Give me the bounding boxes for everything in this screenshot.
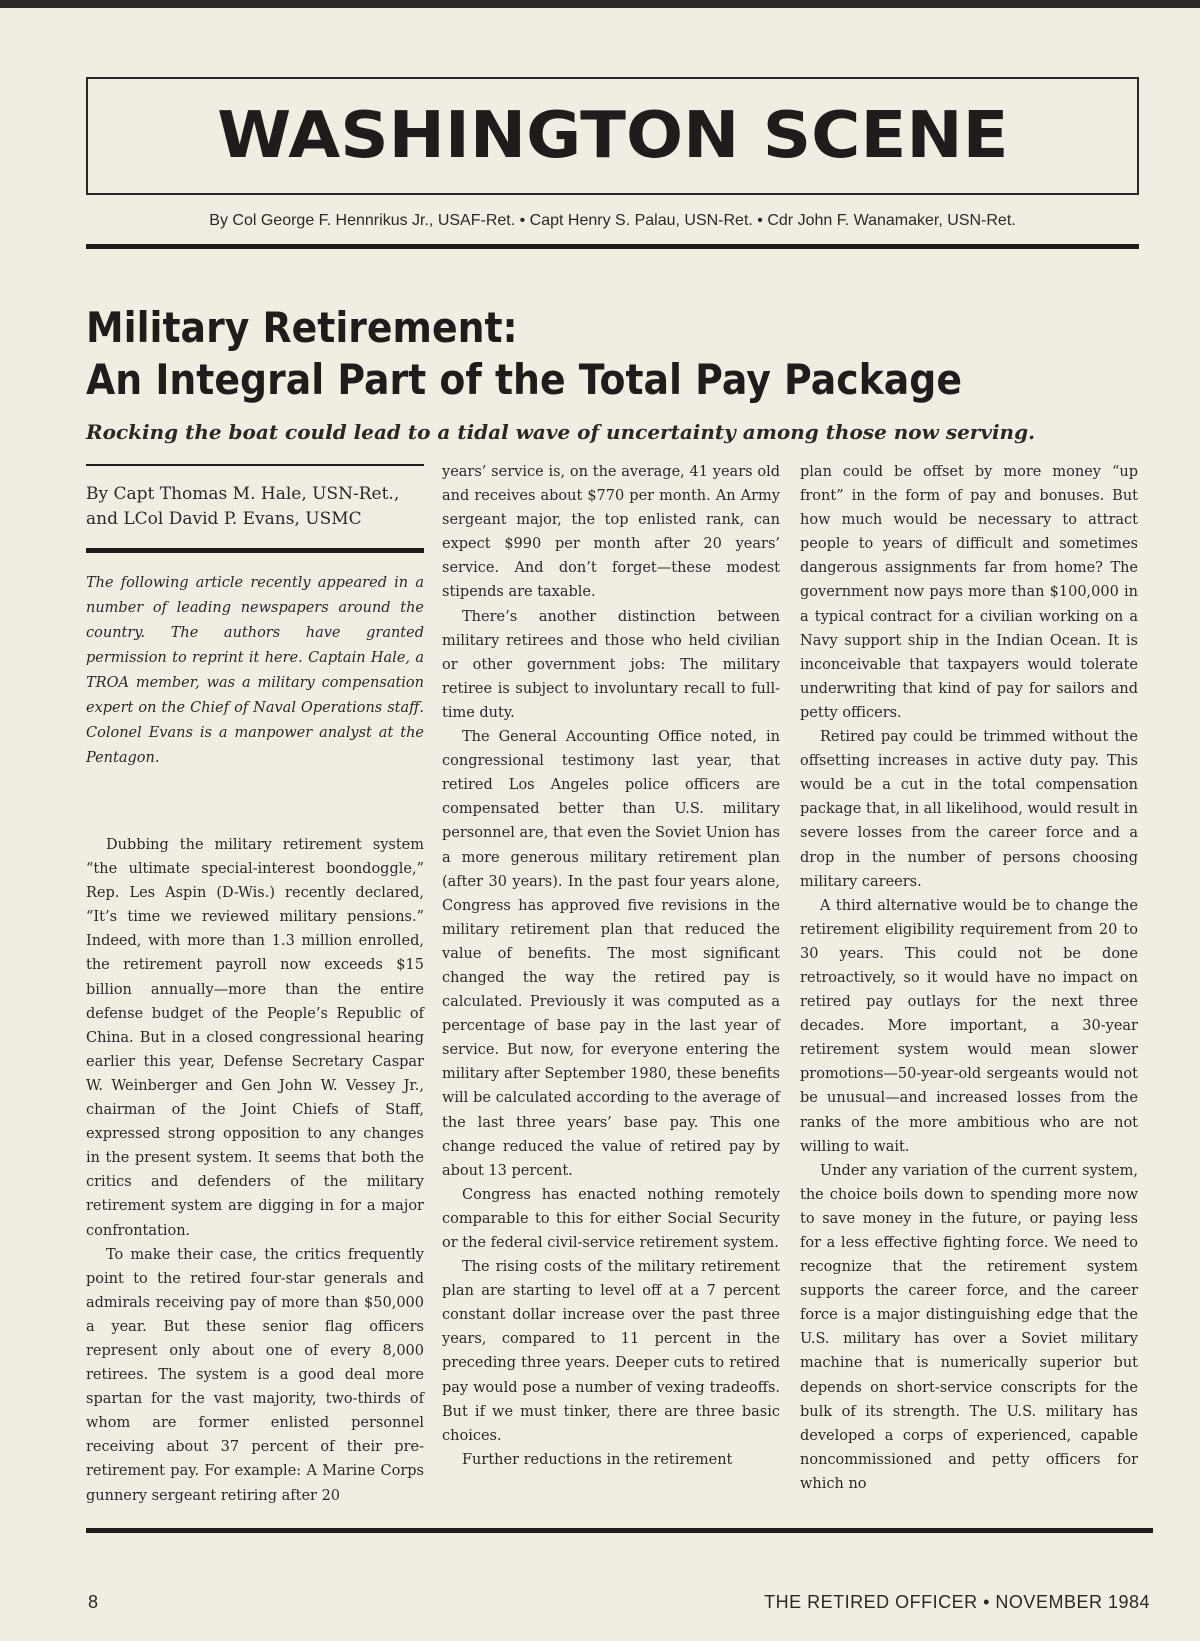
footer-rule bbox=[86, 1528, 1153, 1533]
article-deck: Rocking the boat could lead to a tidal wave of uncertainty among those now serving. bbox=[86, 420, 1036, 444]
masthead-title: WASHINGTON SCENE bbox=[216, 99, 1009, 173]
paragraph: The General Accounting Office noted, in congressional testimony last year, that retired Los Angeles police officers are compensated better than U.S. military personnel are, that even the Soviet Union has a more generous military retirement plan (after 30 years). In the past four years alone, Congress has approved five revisions in the military retirement plan that reduced the value of benefits. The most significant changed the way the retired pay is calculated. Previously it was computed as a percentage of base pay in the last year of service. But now, for everyone entering the military after September 1980, these benefits will be calculated according to the average of the last three years’ base pay. This one change reduced the value of retired pay by about 13 percent. bbox=[442, 729, 780, 1179]
column-1 bbox=[86, 464, 424, 1508]
article-author: By Capt Thomas M. Hale, USN-Ret., and LCol David P. Evans, USMC bbox=[86, 484, 400, 529]
paragraph: years’ service is, on the average, 41 years old and receives about $770 per month. An Army sergeant major, the top enlisted rank, can expect $990 per month after 20 years’ service. And don’t forget—these modest stipends are taxable. bbox=[442, 464, 780, 601]
headline-line-2: An Integral Part of the Total Pay Package bbox=[86, 355, 962, 404]
paragraph: A third alternative would be to change the retirement eligibility requirement from 20 to 30 years. This could not be done retroactively, so it would have no impact on retired pay outlays for the next three decades. More important, a 30-year retirement system would mean slower promotions—50-year-old sergeants would not be unusual—and increased losses from the ranks of the more ambitious who are not willing to wait. bbox=[800, 897, 1138, 1155]
paragraph: To make their case, the critics frequently point to the retired four-star generals and admirals receiving pay of more than $50,000 a year. But these senior flag officers represent only about one of every 8,000 retirees. The system is a good deal more spartan for the vast majority, two-thirds of whom are former enlisted personnel receiving about 37 percent of their pre-retirement pay. For example: A Marine Corps gunnery sergeant retiring after 20 bbox=[86, 1246, 424, 1504]
page-top-edge bbox=[0, 0, 1200, 8]
paragraph: There’s another distinction between military retirees and those who held civilian or other government jobs: The military retiree is subject to involuntary recall to full-time duty. bbox=[442, 608, 780, 721]
paragraph: plan could be offset by more money “up front” in the form of pay and bonuses. But how much would be necessary to attract people to years of difficult and sometimes dangerous assignments far from home? The government now pays more than $100,000 in a typical contract for a civilian working on a Navy support ship in the Indian Ocean. It is inconceivable that taxpayers would tolerate underwriting that kind of pay for sailors and petty officers. bbox=[800, 464, 1138, 721]
paragraph: Under any variation of the current system, the choice boils down to spending more now to save money in the future, or paying less for a less effective fighting force. We need to recognize that the retirement system supports the career force, and the career force is a major distinguishing edge that the U.S. military has over a Soviet military machine that is numerically superior but depends on short-service conscripts for the bulk of its strength. The U.S. military has developed a corps of experienced, capable noncommissioned and petty officers for which no bbox=[800, 1162, 1138, 1492]
column-3 bbox=[800, 460, 1138, 1496]
author-rule-top bbox=[86, 464, 424, 466]
masthead-box bbox=[86, 77, 1139, 195]
author-rule-bottom bbox=[86, 548, 424, 553]
page-number: 8 bbox=[88, 1592, 99, 1612]
paragraph: The rising costs of the military retirement plan are starting to level off at a 7 percent constant dollar increase over the past three years, compared to 11 percent in the preceding three years. Deeper cuts to retired pay would pose a number of vexing tradeoffs. But if we must tinker, there are three basic choices. bbox=[442, 1259, 780, 1444]
paragraph: Retired pay could be trimmed without the offsetting increases in active duty pay. This would be a cut in the total compensation package that, in all likelihood, would result in severe losses from the career force and a drop in the number of persons choosing military careers. bbox=[800, 729, 1138, 890]
headline-line-1: Military Retirement: bbox=[86, 303, 518, 352]
article-headline bbox=[86, 302, 1040, 406]
column-byline: By Col George F. Hennrikus Jr., USAF-Ret. • Capt Henry S. Palau, USN-Ret. • Cdr John F. Wanamaker, USN-Ret. bbox=[209, 212, 1016, 229]
publication-footer: THE RETIRED OFFICER • NOVEMBER 1984 bbox=[764, 1592, 1150, 1612]
article-intro: The following article recently appeared in a number of leading newspapers around the country. The authors have granted permission to reprint it here. Captain Hale, a TROA member, was a military compensation expert on the Chief of Naval Operations staff. Colonel Evans is a manpower analyst at the Pentagon. bbox=[86, 575, 424, 766]
column-2 bbox=[442, 460, 780, 1472]
paragraph: Dubbing the military retirement system “the ultimate special-interest boondoggle,” Rep. Les Aspin (D-Wis.) recently declared, “It’s time we reviewed military pensions.” Indeed, with more than 1.3 million enrolled, the retirement payroll now exceeds $15 billion annually—more than the entire defense budget of the People’s Republic of China. But in a closed congressional hearing earlier this year, Defense Secretary Caspar W. Weinberger and Gen John W. Vessey Jr., chairman of the Joint Chiefs of Staff, expressed strong opposition to any changes in the present system. It seems that both the critics and defenders of the military retirement system are digging in for a major confrontation. bbox=[86, 837, 424, 1239]
paragraph: Congress has enacted nothing remotely comparable to this for either Social Security or the federal civil-service retirement system. bbox=[442, 1186, 780, 1251]
paragraph: Further reductions in the retirement bbox=[462, 1451, 733, 1468]
masthead-rule bbox=[86, 244, 1139, 249]
